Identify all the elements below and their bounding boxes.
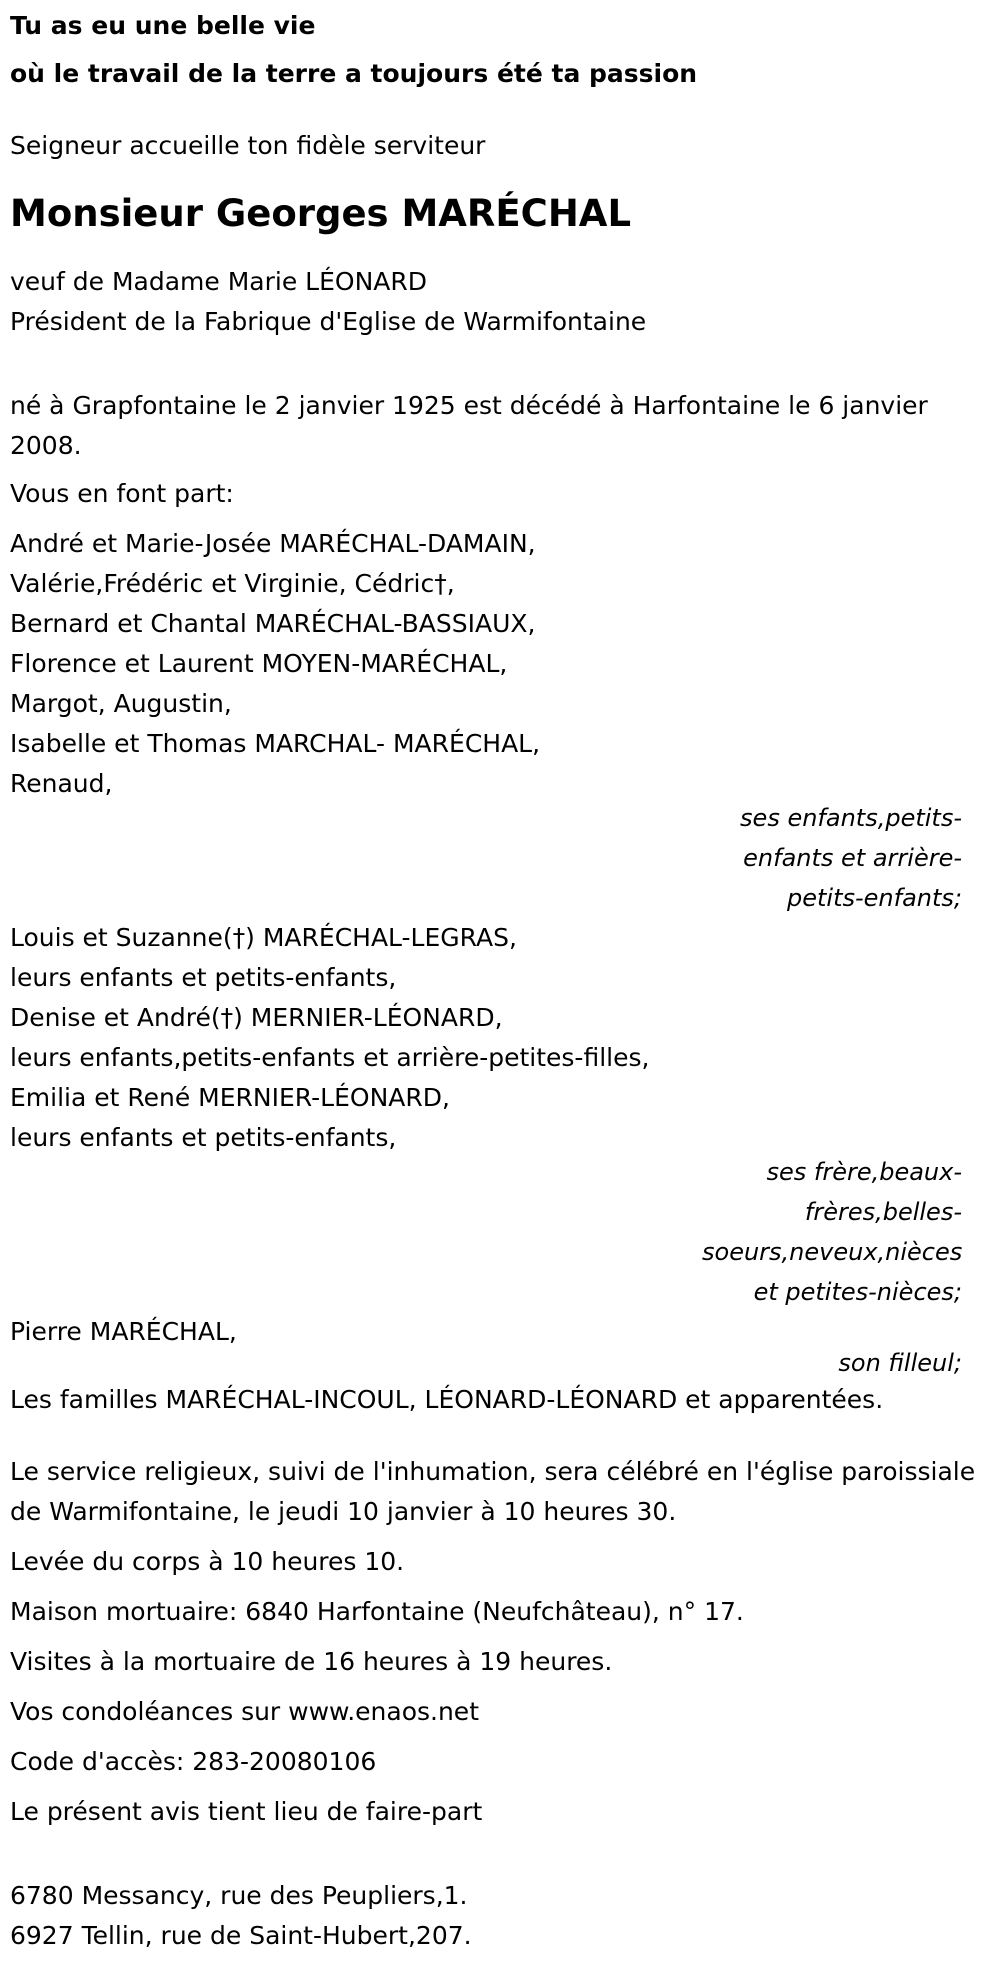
prayer-line: Seigneur accueille ton fidèle serviteur [10,131,486,160]
family-member: leurs enfants,petits-enfants et arrière-petites-filles, [10,1043,650,1072]
ceremony-line: Le service religieux, suivi de l'inhumation, sera célébré en l'église paroissiale de Warmifontaine, le jeudi 10 janvier à 10 heures 30. [10,1457,976,1526]
obituary-notice [0,6,1002,1988]
family-member: Margot, Augustin, [10,689,232,718]
notice-line: Le présent avis tient lieu de faire-part [10,1797,483,1826]
family-member: Renaud, [10,769,113,798]
family-member: André et Marie-Josée MARÉCHAL-DAMAIN, [10,529,536,558]
family-group-siblings [10,918,982,1312]
family-member: Florence et Laurent MOYEN-MARÉCHAL, [10,649,508,678]
family-group-godson [10,1312,982,1380]
dates-line: né à Grapfontaine le 2 janvier 1925 est décédé à Harfontaine le 6 janvier 2008. [10,391,928,460]
family-member: Isabelle et Thomas MARCHAL- MARÉCHAL, [10,729,541,758]
family-addresses [10,1876,982,1956]
relation-children: ses enfants,petits-enfants et arrière-petits-enfants; [740,804,962,912]
announce-line: Vous en font part: [10,479,234,508]
family-member: leurs enfants et petits-enfants, [10,963,397,992]
intro-line-1: Tu as eu une belle vie [10,11,316,40]
family-member: Emilia et René MERNIER-LÉONARD, [10,1083,450,1112]
intro-line-2: où le travail de la terre a toujours été ta passion [10,59,698,88]
widower-line: veuf de Madame Marie LÉONARD [10,267,427,296]
families-line: Les familles MARÉCHAL-INCOUL, LÉONARD-LÉONARD et apparentées. [10,1385,884,1414]
access-code-line: Code d'accès: 283-20080106 [10,1747,377,1776]
family-member: Louis et Suzanne(†) MARÉCHAL-LEGRAS, [10,923,517,952]
address-line: 6780 Messancy, rue des Peupliers,1. [10,1881,468,1910]
family-member: Denise et André(†) MERNIER-LÉONARD, [10,1003,503,1032]
relation-siblings: ses frère,beaux-frères,belles-soeurs,neveux,nièces et petites-nièces; [702,1158,963,1306]
family-member: Pierre MARÉCHAL, [10,1317,237,1346]
deceased-name: Monsieur Georges MARÉCHAL [10,192,632,235]
visits-line: Visites à la mortuaire de 16 heures à 19 heures. [10,1647,613,1676]
service-details [10,1452,982,1832]
family-group-children [10,524,982,918]
family-member: Valérie,Frédéric et Virginie, Cédric†, [10,569,455,598]
family-member: Bernard et Chantal MARÉCHAL-BASSIAUX, [10,609,536,638]
relation-godson: son filleul; [838,1349,962,1377]
role-line: Président de la Fabrique d'Eglise de Warmifontaine [10,307,647,336]
condolences-line: Vos condoléances sur www.enaos.net [10,1697,479,1726]
family-member: leurs enfants et petits-enfants, [10,1123,397,1152]
address-line: 6927 Tellin, rue de Saint-Hubert,207. [10,1921,472,1950]
mortuary-address-line: Maison mortuaire: 6840 Harfontaine (Neufchâteau), n° 17. [10,1597,744,1626]
levee-line: Levée du corps à 10 heures 10. [10,1547,405,1576]
